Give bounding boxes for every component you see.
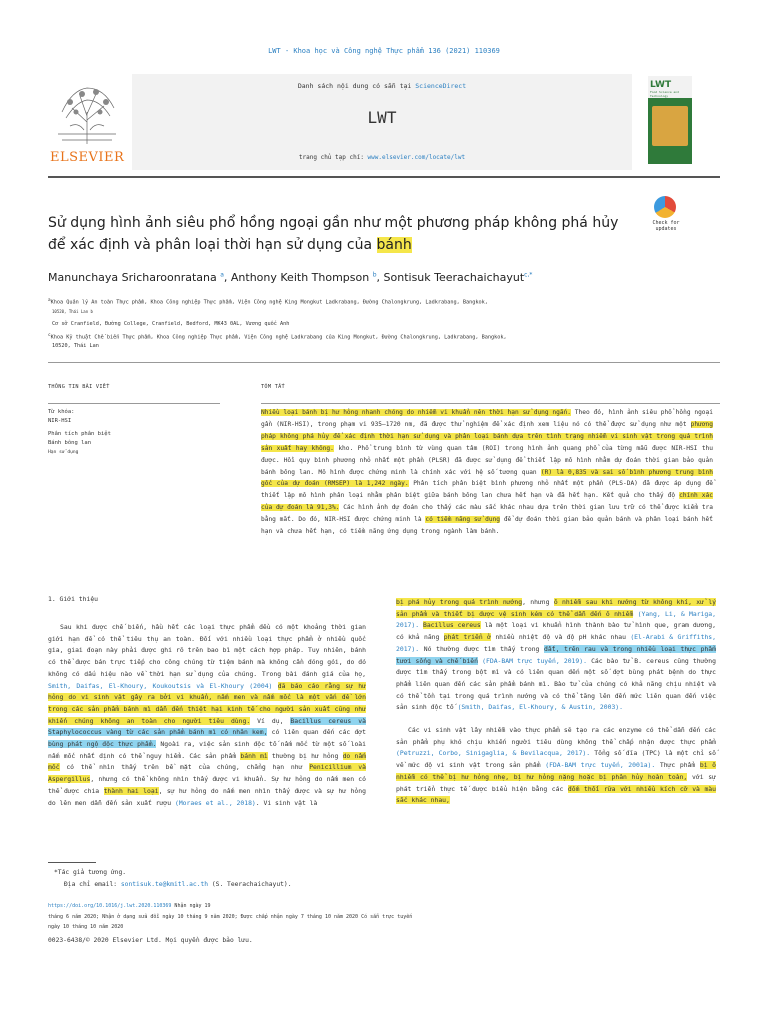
abstract-highlight: có tiềm năng sử dụng bbox=[425, 516, 501, 524]
body-span: Các bào tử B. cereus cũng thường được tìm thấy trong bột mì và có liên quan đến một số đợt bùng phát bệnh do thực phẩm liên quan đến các sản phẩm bánh mì. Bào tử của chúng có khả năng chịu nhiệt và có thể tồn tại trong quá trình nướng và có thể tăng lên đến mức liên quan đến việc sản sinh độc tố bbox=[396, 656, 716, 712]
abstract-span: Các hình ảnh dự đoán cho thấy các màu sắc khác nhau dựa trên thời gian lưu trữ có thể được kiểm tra bằng mắt. Do đó, NIR-HSI được chứng minh là bbox=[261, 504, 713, 524]
affiliation-text: Khoa Quản lý An toàn Thực phẩm, Khoa Công nghiệp Thực phẩm, Viện Công nghệ King Mongkut Ladkrabang, Đường Chalongkrung, Ladkrabang, Bangkok, bbox=[50, 299, 488, 306]
article-title bbox=[48, 212, 628, 256]
email-link[interactable]: sontisuk.te@kmitl.ac.th bbox=[120, 881, 209, 888]
doi-line bbox=[48, 902, 211, 912]
cover-image bbox=[652, 106, 688, 146]
homepage-link[interactable]: www.elsevier.com/locate/lwt bbox=[367, 154, 466, 161]
keyword[interactable]: Bánh bông lan bbox=[48, 440, 92, 446]
article-info-heading: THÔNG TIN BÀI VIẾT bbox=[48, 384, 110, 390]
author-affiliation-mark[interactable]: b bbox=[372, 271, 377, 279]
divider bbox=[48, 362, 720, 363]
body-highlight: phát triển ở bbox=[443, 633, 491, 642]
body-span: , nhưng có thể không nhìn thấy được vi khuẩn. Sự hư hỏng do nấm men có thể được chia bbox=[48, 775, 366, 795]
abstract-heading: TÓM TẮT bbox=[261, 384, 285, 390]
abstract-highlight: Nhiều loại bánh bị hư hỏng nhanh chóng do nhiễm vi khuẩn nên thời hạn sử dụng ngắn. bbox=[261, 409, 572, 416]
keyword[interactable]: Hạn sử dụng bbox=[48, 450, 79, 455]
email-label: Địa chỉ email: bbox=[64, 881, 121, 888]
elsevier-logo bbox=[50, 80, 124, 166]
journal-cover bbox=[648, 76, 692, 164]
received-date: Nhận ngày 19 bbox=[171, 903, 211, 909]
keywords-label: Từ khóa: bbox=[48, 409, 75, 415]
cover-header bbox=[648, 76, 692, 98]
keywords-block bbox=[48, 408, 218, 457]
abstract-span: để dự đoán thời gian bảo quản bánh và phân loại bánh hết hạn và chưa hết hạn, có tiềm năng ứng dụng trong ngành làm bánh. bbox=[261, 516, 713, 536]
corresponding-author-note: *Tác giả tương ứng. bbox=[54, 869, 127, 876]
citation-link[interactable]: (Petruzzi, Corbo, Sinigaglia, & Bevilacqua, 2017). bbox=[396, 749, 591, 758]
author-name[interactable]: , Sontisuk Teerachaichayut bbox=[376, 271, 525, 284]
citation-link[interactable]: Smith, Daifas, El-Khoury, Koukoutsis và El-Khoury (2004) bbox=[48, 681, 273, 690]
body-highlight: Penicillium và Aspergillus bbox=[48, 763, 366, 784]
citation-link[interactable]: (FDA-BAM trực tuyến, 2019). bbox=[478, 656, 587, 665]
affiliation-a-cont: 10520, Thái Lan b bbox=[52, 309, 93, 314]
title-text: Sử dụng hình ảnh siêu phổ hồng ngoại gần như một phương pháp không phá hủy để xác định và phân loại thời hạn sử dụng của bbox=[48, 215, 619, 253]
abstract-text bbox=[261, 407, 713, 538]
body-highlight: do nấm mốc bbox=[48, 751, 367, 772]
body-highlight: Bacillus cereus bbox=[422, 621, 481, 630]
citation-link[interactable]: (FDA-BAM trực tuyến, 2001a). bbox=[545, 761, 656, 770]
author-name[interactable]: , Anthony Keith Thompson bbox=[223, 271, 370, 284]
keyword[interactable]: Phân tích phân biệt bbox=[48, 431, 111, 437]
body-span: thường bị hư hỏng bbox=[267, 751, 343, 760]
journal-homepage bbox=[132, 154, 632, 161]
divider bbox=[48, 403, 220, 404]
abstract-span: kho. Phổ trung bình từ vùng quan tâm (ROI) trong hình ảnh quang phổ của từng mẫu được NIR-HSI thu được. Hồi quy bình phương nhỏ nhất một phần (PLSR) đã được sử dụng để thiết lập mô hình nhằm dự đoán thời gian bảo quản bánh bông lan. Mô hình được chứng minh là chính xác với hệ số tương quan bbox=[261, 444, 713, 476]
title-highlight: bánh bbox=[376, 237, 412, 253]
affiliation-c: $^c$Khoa Kỹ thuật Chế biến Thực phẩm, Khoa Công nghiệp Thực phẩm, Viện Công nghệ Ladkrabang của King Mongkut, Đường Chalongkrung, Ladkrabang, Bangkok, bbox=[48, 333, 507, 341]
body-span: Ví dụ, bbox=[250, 716, 291, 725]
body-span: có liên quan đến các đợt bbox=[267, 728, 367, 737]
body-span: Thực phẩm bbox=[655, 761, 700, 770]
journal-name: LWT bbox=[367, 108, 397, 127]
email-line bbox=[64, 879, 291, 890]
paragraph bbox=[396, 725, 716, 807]
article-history: tháng 6 năm 2020; Nhận ở dạng sửa đổi ngày 10 tháng 9 năm 2020; Được chấp nhận ngày 7 tháng 10 năm 2020 Có sẵn trực tuyến bbox=[48, 914, 413, 920]
citation-link[interactable]: (Yang, Li, & Mariga, 2017). bbox=[396, 609, 716, 630]
body-span: với sự phát triển thực tế được biểu hiện bằng các bbox=[396, 772, 716, 793]
body-span: nhiều nhiệt độ và độ pH khác nhau bbox=[490, 633, 631, 642]
body-highlight: đã báo cáo rằng sự hư hỏng do vi sinh vật gây ra bởi vi khuẩn, nấm men và nấm mốc là một vấn đề lớn trong các sản phẩm bánh mì dẫn đến thiệt hại kinh tế cho người sản xuất cũng như khiến chúng không an toàn cho người tiêu dùng. bbox=[48, 681, 366, 725]
body-span: Các vi sinh vật lây nhiễm vào thực phẩm sẽ tạo ra các enzyme có thể dẫn đến các sản phẩm phụ khó chịu khiến người tiêu dùng không thể chấp nhận được thực phẩm bbox=[396, 726, 716, 746]
body-span: Nó thường được tìm thấy trong bbox=[419, 644, 545, 653]
abstract-highlight: chính xác của dự đoán là 91,3%. bbox=[261, 492, 713, 512]
publisher-name: ELSEVIER bbox=[50, 150, 125, 165]
affiliation-b: Cơ sở Cranfield, Đường College, Cranfield, Bedford, MK43 0AL, Vương quốc Anh bbox=[52, 321, 290, 327]
body-highlight-blue: Bacillus cereus và Staphylococcus vàng từ các sản phẩm bánh mì có nhân kem, bbox=[48, 716, 366, 737]
section-heading: 1. Giới thiệu bbox=[48, 595, 99, 603]
body-span bbox=[272, 682, 277, 690]
body-highlight-blue: bùng phát ngộ độc thực phẩm. bbox=[48, 740, 157, 749]
body-span: có thể nhìn thấy trên bề mặt của chúng, chẳng hạn như bbox=[59, 763, 310, 772]
author-affiliation-mark[interactable]: a bbox=[220, 271, 224, 279]
body-span: , sự hư hỏng do nấm men nhìn thấy được và sự hư hỏng do lên men dẫn đến sản xuất rượu bbox=[48, 786, 366, 807]
abstract-span: Theo đó, hình ảnh siêu phổ hồng ngoại gần (NIR-HSI), trong phạm vi 935–1720 nm, đã được thử nghiệm để xác định xem liệu nó có thể được sử dụng như một bbox=[261, 409, 713, 428]
citation-link[interactable]: (Smith, Daifas, El-Khoury, & Austin, 2003). bbox=[457, 703, 624, 712]
author-name[interactable]: Manunchaya Sricharoonratana bbox=[48, 271, 217, 284]
cover-title: LWT bbox=[650, 80, 672, 90]
doi-link[interactable]: https://doi.org/10.1016/j.lwt.2020.110369 bbox=[48, 903, 172, 909]
author-list bbox=[48, 271, 648, 284]
header-rule bbox=[48, 176, 720, 178]
intro-left-column bbox=[48, 622, 366, 809]
footnote-rule bbox=[48, 862, 96, 863]
author-affiliation-mark[interactable]: c,* bbox=[524, 271, 533, 279]
body-highlight: thành hai loại bbox=[103, 786, 159, 795]
body-span: . Vi sinh vật là bbox=[255, 798, 318, 807]
email-name: (S. Teerachaichayut). bbox=[208, 881, 292, 888]
body-highlight: bị phá hủy trong quá trình nướng bbox=[396, 598, 523, 606]
keyword[interactable]: NIR-HSI bbox=[48, 418, 72, 424]
body-highlight-blue: đất, trên rau và trong nhiều loại thực phẩm tươi sống và chế biến bbox=[396, 644, 716, 665]
affiliation-text: Khoa Kỹ thuật Chế biến Thực phẩm, Khoa Công nghiệp Thực phẩm, Viện Công nghệ Ladkrabang của King Mongkut, Đường Chalongkrung, Ladkrabang, Bangkok, bbox=[50, 334, 507, 341]
sciencedirect-link[interactable]: ScienceDirect bbox=[415, 82, 467, 90]
body-span: Tổng số đĩa (TPC) là một chỉ số về mức độ vi sinh vật trong sản phẩm bbox=[396, 749, 716, 770]
abstract-span: Phân tích phân biệt bình phương nhỏ nhất một phần (PLS-DA) đã được áp dụng để thiết lập mô hình phân loại nhằm phân biệt giữa bánh bông lan chưa hết hạn và đã hết hạn. Kết quả cho thấy độ bbox=[261, 480, 713, 500]
intro-right-column bbox=[396, 597, 716, 807]
affiliation-c-cont: 10520, Thái Lan bbox=[52, 343, 99, 349]
abstract-highlight: (R) là 0,835 và sai số bình phương trung bình gốc của dự đoán (RMSEP) là 1,242 ngày. bbox=[261, 468, 713, 488]
check-updates-label: Check for updates bbox=[652, 220, 680, 232]
copyright: 0023-6438/© 2020 Elsevier Ltd. Mọi quyền được bảo lưu. bbox=[48, 937, 253, 944]
citation-link[interactable]: (Moraes et al., 2018) bbox=[174, 798, 256, 807]
journal-citation-link[interactable]: LWT - Khoa học và Công nghệ Thực phẩm 136 (2021) 110369 bbox=[268, 47, 500, 55]
journal-header bbox=[132, 74, 632, 170]
abstract-highlight: phương pháp không phá hủy để xác định thời hạn sử dụng và phân loại bánh dựa trên tình trạng nhiễm vi sinh vật trong quá trình sản xuất hay không. bbox=[261, 420, 713, 452]
contents-available bbox=[132, 82, 632, 90]
body-highlight: đốm thối rữa với nhiều kích cỡ và màu sắc khác nhau, bbox=[396, 784, 716, 805]
citation-link[interactable]: (El-Arabi & Griffiths, 2017). bbox=[396, 633, 716, 653]
contents-prefix: Danh sách nội dung có sẵn tại bbox=[297, 82, 416, 90]
body-span: Sau khi được chế biến, hầu hết các loại thực phẩm đều có một khoảng thời gian giới hạn để có thể tiêu thụ an toàn. Đối với nhiều loại thực phẩm ở nhiều quốc gia, giai đoạn này phải được ghi rõ trên bao bì một cách hợp pháp. Tuy nhiên, bánh có thể được bán trực tiếp cho công chúng từ tiệm bánh mà không cần đóng gói, do đó không có dấu hiệu nào về thời hạn sử dụng của chúng. Trong bài đánh giá của họ, bbox=[48, 623, 366, 678]
body-span: là một loại vi khuẩn hình thành bào tử hình que, gram dương, có khả năng bbox=[396, 621, 716, 642]
body-span: Ngoài ra, việc sản sinh độc tố nấm mốc từ một số loài nấm mốc nhất định có thể nguy hiểm. Các sản phẩm bbox=[48, 740, 367, 760]
body-highlight: bánh mì bbox=[240, 751, 268, 760]
body-highlight: bị ô nhiễm có thể bị hư hỏng nhẹ, bị hư hỏng nặng hoặc bị phân hủy hoàn toàn, bbox=[396, 761, 716, 781]
affiliation-a: $^a$Khoa Quản lý An toàn Thực phẩm, Khoa Công nghiệp Thực phẩm, Viện Công nghệ King Mongkut Ladkrabang, Đường Chalongkrung, Ladkrabang, Bangkok, bbox=[48, 298, 488, 306]
check-for-updates-button[interactable] bbox=[646, 196, 686, 236]
article-history-cont: ngày 10 tháng 10 năm 2020 bbox=[48, 924, 124, 930]
check-updates-icon bbox=[654, 196, 676, 218]
elsevier-tree-icon bbox=[52, 82, 122, 146]
body-span: , nhưng bbox=[522, 598, 554, 606]
divider bbox=[261, 403, 720, 404]
homepage-prefix: trang chủ tạp chí: bbox=[298, 154, 368, 161]
body-highlight: ô nhiễm sau khi nướng từ không khí, xử lý sản phẩm và thiết bị được vệ sinh kém có thể dẫn đến ô nhiễm bbox=[396, 598, 717, 618]
cover-subtitle: Food Science and Technology bbox=[650, 90, 679, 98]
